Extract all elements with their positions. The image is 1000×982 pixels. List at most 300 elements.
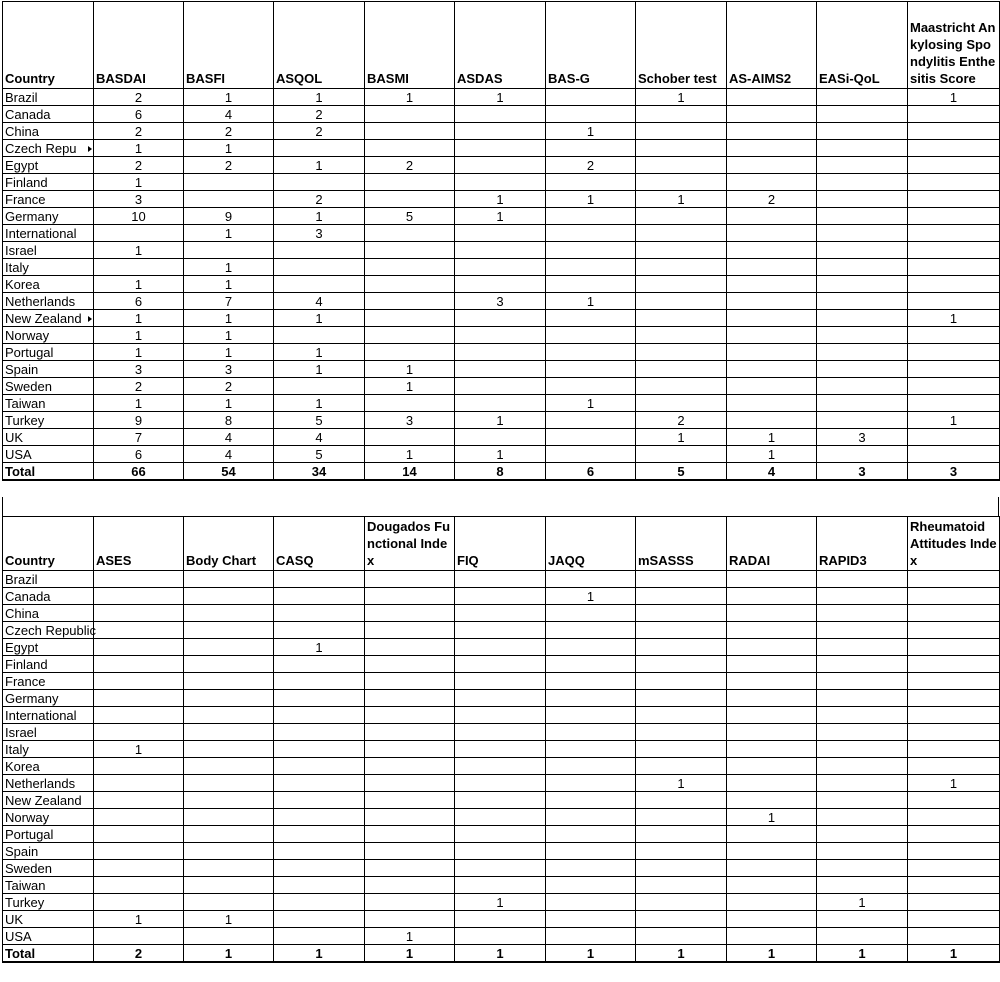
value-cell[interactable]: [94, 792, 184, 809]
value-cell[interactable]: [546, 378, 636, 395]
value-cell[interactable]: [636, 140, 727, 157]
value-cell[interactable]: 1: [636, 429, 727, 446]
value-cell[interactable]: [817, 395, 908, 412]
value-cell[interactable]: [817, 157, 908, 174]
value-cell[interactable]: 1: [274, 639, 365, 656]
value-cell[interactable]: [546, 928, 636, 945]
value-cell[interactable]: [727, 707, 817, 724]
value-cell[interactable]: [908, 724, 1000, 741]
value-cell[interactable]: [546, 860, 636, 877]
value-cell[interactable]: [184, 707, 274, 724]
value-cell[interactable]: [908, 429, 1000, 446]
value-cell[interactable]: [455, 877, 546, 894]
value-cell[interactable]: [817, 843, 908, 860]
value-cell[interactable]: 1: [365, 446, 455, 463]
value-cell[interactable]: [908, 826, 1000, 843]
value-cell[interactable]: 1: [727, 809, 817, 826]
value-cell[interactable]: [817, 174, 908, 191]
value-cell[interactable]: [727, 395, 817, 412]
value-cell[interactable]: [184, 191, 274, 208]
value-cell[interactable]: 2: [365, 157, 455, 174]
country-cell[interactable]: New Zealand: [3, 792, 94, 809]
value-cell[interactable]: [365, 809, 455, 826]
value-cell[interactable]: 2: [94, 123, 184, 140]
value-cell[interactable]: 1: [184, 911, 274, 928]
value-cell[interactable]: 1: [94, 242, 184, 259]
value-cell[interactable]: [184, 758, 274, 775]
total-cell[interactable]: 1: [908, 945, 1000, 962]
value-cell[interactable]: [546, 242, 636, 259]
total-cell[interactable]: 1: [455, 945, 546, 962]
value-cell[interactable]: [455, 310, 546, 327]
value-cell[interactable]: [908, 673, 1000, 690]
value-cell[interactable]: [908, 191, 1000, 208]
value-cell[interactable]: [365, 276, 455, 293]
value-cell[interactable]: [908, 639, 1000, 656]
value-cell[interactable]: 1: [455, 191, 546, 208]
value-cell[interactable]: [94, 826, 184, 843]
value-cell[interactable]: [727, 293, 817, 310]
value-cell[interactable]: 1: [184, 310, 274, 327]
value-cell[interactable]: [727, 344, 817, 361]
value-cell[interactable]: [908, 741, 1000, 758]
value-cell[interactable]: [184, 656, 274, 673]
value-cell[interactable]: [455, 242, 546, 259]
value-cell[interactable]: [546, 792, 636, 809]
value-cell[interactable]: [365, 174, 455, 191]
value-cell[interactable]: [908, 588, 1000, 605]
value-cell[interactable]: 1: [546, 191, 636, 208]
value-cell[interactable]: [908, 843, 1000, 860]
value-cell[interactable]: 1: [274, 310, 365, 327]
value-cell[interactable]: [727, 741, 817, 758]
value-cell[interactable]: [365, 724, 455, 741]
column-header[interactable]: JAQQ: [546, 517, 636, 571]
value-cell[interactable]: [365, 191, 455, 208]
value-cell[interactable]: [636, 327, 727, 344]
value-cell[interactable]: [908, 259, 1000, 276]
value-cell[interactable]: [817, 106, 908, 123]
value-cell[interactable]: [455, 826, 546, 843]
country-cell[interactable]: China: [3, 123, 94, 140]
value-cell[interactable]: [455, 140, 546, 157]
value-cell[interactable]: [274, 724, 365, 741]
value-cell[interactable]: 1: [546, 395, 636, 412]
value-cell[interactable]: [184, 639, 274, 656]
value-cell[interactable]: [636, 123, 727, 140]
value-cell[interactable]: [455, 656, 546, 673]
value-cell[interactable]: 1: [184, 89, 274, 106]
value-cell[interactable]: [636, 361, 727, 378]
value-cell[interactable]: [636, 656, 727, 673]
value-cell[interactable]: [184, 741, 274, 758]
value-cell[interactable]: [817, 310, 908, 327]
value-cell[interactable]: 1: [636, 89, 727, 106]
value-cell[interactable]: [727, 911, 817, 928]
country-cell[interactable]: Netherlands: [3, 775, 94, 792]
value-cell[interactable]: [727, 843, 817, 860]
value-cell[interactable]: [94, 588, 184, 605]
value-cell[interactable]: [727, 605, 817, 622]
value-cell[interactable]: [817, 690, 908, 707]
value-cell[interactable]: [908, 242, 1000, 259]
value-cell[interactable]: 3: [184, 361, 274, 378]
value-cell[interactable]: [546, 361, 636, 378]
value-cell[interactable]: [94, 673, 184, 690]
value-cell[interactable]: [274, 758, 365, 775]
value-cell[interactable]: 1: [94, 911, 184, 928]
column-header[interactable]: mSASSS: [636, 517, 727, 571]
value-cell[interactable]: [274, 690, 365, 707]
value-cell[interactable]: [727, 639, 817, 656]
value-cell[interactable]: [727, 89, 817, 106]
value-cell[interactable]: 2: [184, 123, 274, 140]
value-cell[interactable]: [546, 327, 636, 344]
value-cell[interactable]: [817, 775, 908, 792]
column-header[interactable]: Country: [3, 2, 94, 89]
value-cell[interactable]: [636, 446, 727, 463]
country-cell[interactable]: Spain: [3, 843, 94, 860]
value-cell[interactable]: [455, 429, 546, 446]
country-cell[interactable]: Germany: [3, 208, 94, 225]
value-cell[interactable]: [365, 741, 455, 758]
value-cell[interactable]: 1: [546, 588, 636, 605]
total-label[interactable]: Total: [3, 463, 94, 480]
value-cell[interactable]: [365, 571, 455, 588]
value-cell[interactable]: [184, 894, 274, 911]
value-cell[interactable]: [184, 174, 274, 191]
country-cell[interactable]: Czech Republic: [3, 622, 94, 639]
value-cell[interactable]: [455, 327, 546, 344]
value-cell[interactable]: [908, 758, 1000, 775]
country-cell[interactable]: International: [3, 225, 94, 242]
value-cell[interactable]: [274, 775, 365, 792]
value-cell[interactable]: [908, 293, 1000, 310]
value-cell[interactable]: 1: [184, 140, 274, 157]
value-cell[interactable]: [455, 758, 546, 775]
value-cell[interactable]: [365, 310, 455, 327]
value-cell[interactable]: [817, 361, 908, 378]
value-cell[interactable]: [727, 225, 817, 242]
value-cell[interactable]: [817, 276, 908, 293]
total-cell[interactable]: 34: [274, 463, 365, 480]
value-cell[interactable]: [455, 174, 546, 191]
column-header[interactable]: Body Chart: [184, 517, 274, 571]
value-cell[interactable]: 4: [184, 106, 274, 123]
value-cell[interactable]: [727, 242, 817, 259]
country-cell[interactable]: Portugal: [3, 344, 94, 361]
value-cell[interactable]: [908, 911, 1000, 928]
value-cell[interactable]: [817, 327, 908, 344]
value-cell[interactable]: [365, 826, 455, 843]
value-cell[interactable]: 1: [274, 89, 365, 106]
value-cell[interactable]: [546, 673, 636, 690]
value-cell[interactable]: [727, 123, 817, 140]
value-cell[interactable]: 1: [94, 140, 184, 157]
total-cell[interactable]: 5: [636, 463, 727, 480]
value-cell[interactable]: [908, 656, 1000, 673]
value-cell[interactable]: [94, 843, 184, 860]
country-cell[interactable]: Taiwan: [3, 877, 94, 894]
value-cell[interactable]: [455, 259, 546, 276]
value-cell[interactable]: [94, 775, 184, 792]
value-cell[interactable]: [817, 208, 908, 225]
value-cell[interactable]: [455, 690, 546, 707]
country-cell[interactable]: International: [3, 707, 94, 724]
total-label[interactable]: Total: [3, 945, 94, 962]
value-cell[interactable]: [817, 571, 908, 588]
column-header[interactable]: RAPID3: [817, 517, 908, 571]
value-cell[interactable]: 7: [94, 429, 184, 446]
value-cell[interactable]: [636, 174, 727, 191]
value-cell[interactable]: 2: [274, 123, 365, 140]
value-cell[interactable]: [727, 571, 817, 588]
value-cell[interactable]: [184, 826, 274, 843]
value-cell[interactable]: 1: [908, 775, 1000, 792]
value-cell[interactable]: [546, 894, 636, 911]
value-cell[interactable]: [94, 809, 184, 826]
value-cell[interactable]: [636, 639, 727, 656]
value-cell[interactable]: [817, 293, 908, 310]
value-cell[interactable]: [94, 877, 184, 894]
value-cell[interactable]: [817, 225, 908, 242]
value-cell[interactable]: [817, 123, 908, 140]
value-cell[interactable]: [636, 707, 727, 724]
value-cell[interactable]: 2: [94, 157, 184, 174]
value-cell[interactable]: 1: [94, 276, 184, 293]
value-cell[interactable]: [455, 707, 546, 724]
value-cell[interactable]: [636, 741, 727, 758]
value-cell[interactable]: [908, 276, 1000, 293]
total-cell[interactable]: 3: [817, 463, 908, 480]
value-cell[interactable]: [365, 140, 455, 157]
country-cell[interactable]: Korea: [3, 276, 94, 293]
value-cell[interactable]: [365, 775, 455, 792]
value-cell[interactable]: [636, 157, 727, 174]
value-cell[interactable]: 1: [365, 378, 455, 395]
value-cell[interactable]: 8: [184, 412, 274, 429]
value-cell[interactable]: [727, 928, 817, 945]
total-cell[interactable]: 6: [546, 463, 636, 480]
value-cell[interactable]: 4: [274, 429, 365, 446]
value-cell[interactable]: [727, 775, 817, 792]
column-header[interactable]: Rheumatoid Attitudes Index: [908, 517, 1000, 571]
value-cell[interactable]: [636, 724, 727, 741]
value-cell[interactable]: [636, 860, 727, 877]
value-cell[interactable]: 1: [636, 191, 727, 208]
value-cell[interactable]: [274, 276, 365, 293]
value-cell[interactable]: [94, 860, 184, 877]
country-cell[interactable]: Egypt: [3, 639, 94, 656]
value-cell[interactable]: [365, 395, 455, 412]
value-cell[interactable]: [546, 758, 636, 775]
value-cell[interactable]: [908, 571, 1000, 588]
value-cell[interactable]: [455, 157, 546, 174]
value-cell[interactable]: [546, 911, 636, 928]
value-cell[interactable]: [636, 758, 727, 775]
value-cell[interactable]: 5: [365, 208, 455, 225]
column-header[interactable]: Schober test: [636, 2, 727, 89]
value-cell[interactable]: [365, 758, 455, 775]
country-cell[interactable]: Canada: [3, 106, 94, 123]
value-cell[interactable]: [908, 860, 1000, 877]
value-cell[interactable]: 2: [727, 191, 817, 208]
total-cell[interactable]: 4: [727, 463, 817, 480]
country-cell[interactable]: Germany: [3, 690, 94, 707]
total-cell[interactable]: 1: [184, 945, 274, 962]
value-cell[interactable]: 1: [636, 775, 727, 792]
country-cell[interactable]: France: [3, 673, 94, 690]
value-cell[interactable]: [546, 690, 636, 707]
value-cell[interactable]: 1: [94, 344, 184, 361]
value-cell[interactable]: [274, 259, 365, 276]
column-header[interactable]: Country: [3, 517, 94, 571]
column-header[interactable]: BASFI: [184, 2, 274, 89]
value-cell[interactable]: [365, 894, 455, 911]
value-cell[interactable]: [365, 911, 455, 928]
value-cell[interactable]: [817, 412, 908, 429]
value-cell[interactable]: [908, 327, 1000, 344]
column-header[interactable]: EASi-QoL: [817, 2, 908, 89]
country-cell[interactable]: Brazil: [3, 571, 94, 588]
value-cell[interactable]: [546, 429, 636, 446]
value-cell[interactable]: [817, 446, 908, 463]
value-cell[interactable]: [817, 656, 908, 673]
value-cell[interactable]: [184, 724, 274, 741]
value-cell[interactable]: 2: [546, 157, 636, 174]
value-cell[interactable]: [727, 622, 817, 639]
value-cell[interactable]: [365, 877, 455, 894]
value-cell[interactable]: [636, 395, 727, 412]
value-cell[interactable]: [455, 639, 546, 656]
value-cell[interactable]: [94, 225, 184, 242]
value-cell[interactable]: [455, 361, 546, 378]
value-cell[interactable]: [455, 622, 546, 639]
country-cell[interactable]: Finland: [3, 174, 94, 191]
value-cell[interactable]: [817, 911, 908, 928]
value-cell[interactable]: [455, 378, 546, 395]
value-cell[interactable]: 1: [274, 157, 365, 174]
value-cell[interactable]: [546, 741, 636, 758]
value-cell[interactable]: [908, 344, 1000, 361]
value-cell[interactable]: [727, 327, 817, 344]
value-cell[interactable]: [546, 843, 636, 860]
value-cell[interactable]: [727, 877, 817, 894]
value-cell[interactable]: [908, 622, 1000, 639]
value-cell[interactable]: [455, 123, 546, 140]
value-cell[interactable]: [365, 327, 455, 344]
value-cell[interactable]: 1: [94, 310, 184, 327]
value-cell[interactable]: 3: [455, 293, 546, 310]
value-cell[interactable]: [365, 707, 455, 724]
value-cell[interactable]: [817, 89, 908, 106]
total-cell[interactable]: 14: [365, 463, 455, 480]
value-cell[interactable]: [274, 809, 365, 826]
value-cell[interactable]: [727, 106, 817, 123]
total-cell[interactable]: 1: [727, 945, 817, 962]
value-cell[interactable]: [546, 106, 636, 123]
value-cell[interactable]: [365, 588, 455, 605]
value-cell[interactable]: [546, 707, 636, 724]
value-cell[interactable]: [274, 656, 365, 673]
value-cell[interactable]: 2: [184, 378, 274, 395]
value-cell[interactable]: [184, 571, 274, 588]
value-cell[interactable]: [546, 259, 636, 276]
value-cell[interactable]: 5: [274, 446, 365, 463]
value-cell[interactable]: [636, 344, 727, 361]
value-cell[interactable]: [727, 758, 817, 775]
value-cell[interactable]: [455, 741, 546, 758]
value-cell[interactable]: [94, 928, 184, 945]
country-cell[interactable]: Norway: [3, 809, 94, 826]
value-cell[interactable]: [184, 860, 274, 877]
value-cell[interactable]: 9: [184, 208, 274, 225]
value-cell[interactable]: 1: [184, 344, 274, 361]
value-cell[interactable]: [636, 673, 727, 690]
country-cell[interactable]: Israel: [3, 242, 94, 259]
value-cell[interactable]: [817, 758, 908, 775]
value-cell[interactable]: [184, 843, 274, 860]
value-cell[interactable]: [817, 741, 908, 758]
value-cell[interactable]: 1: [455, 89, 546, 106]
value-cell[interactable]: [727, 259, 817, 276]
value-cell[interactable]: 4: [274, 293, 365, 310]
value-cell[interactable]: [365, 690, 455, 707]
value-cell[interactable]: [727, 860, 817, 877]
value-cell[interactable]: [817, 344, 908, 361]
value-cell[interactable]: [727, 140, 817, 157]
value-cell[interactable]: [94, 724, 184, 741]
value-cell[interactable]: [274, 140, 365, 157]
value-cell[interactable]: [184, 622, 274, 639]
total-cell[interactable]: 8: [455, 463, 546, 480]
value-cell[interactable]: [546, 724, 636, 741]
value-cell[interactable]: [365, 344, 455, 361]
country-cell[interactable]: Sweden: [3, 378, 94, 395]
value-cell[interactable]: [455, 395, 546, 412]
value-cell[interactable]: [727, 378, 817, 395]
value-cell[interactable]: [727, 826, 817, 843]
value-cell[interactable]: 10: [94, 208, 184, 225]
value-cell[interactable]: [274, 707, 365, 724]
value-cell[interactable]: [908, 140, 1000, 157]
value-cell[interactable]: [636, 310, 727, 327]
value-cell[interactable]: 9: [94, 412, 184, 429]
value-cell[interactable]: [546, 639, 636, 656]
value-cell[interactable]: 1: [94, 327, 184, 344]
country-cell[interactable]: Turkey: [3, 894, 94, 911]
value-cell[interactable]: [455, 724, 546, 741]
value-cell[interactable]: [274, 877, 365, 894]
value-cell[interactable]: 3: [94, 191, 184, 208]
value-cell[interactable]: [365, 429, 455, 446]
value-cell[interactable]: [546, 622, 636, 639]
value-cell[interactable]: [184, 775, 274, 792]
value-cell[interactable]: 6: [94, 446, 184, 463]
country-cell[interactable]: USA: [3, 928, 94, 945]
country-cell[interactable]: Canada: [3, 588, 94, 605]
value-cell[interactable]: [546, 775, 636, 792]
value-cell[interactable]: [94, 571, 184, 588]
value-cell[interactable]: [455, 344, 546, 361]
value-cell[interactable]: [274, 673, 365, 690]
value-cell[interactable]: [365, 860, 455, 877]
value-cell[interactable]: [274, 327, 365, 344]
value-cell[interactable]: [636, 605, 727, 622]
value-cell[interactable]: 1: [184, 225, 274, 242]
column-header[interactable]: Dougados Functional Index: [365, 517, 455, 571]
value-cell[interactable]: 1: [184, 259, 274, 276]
